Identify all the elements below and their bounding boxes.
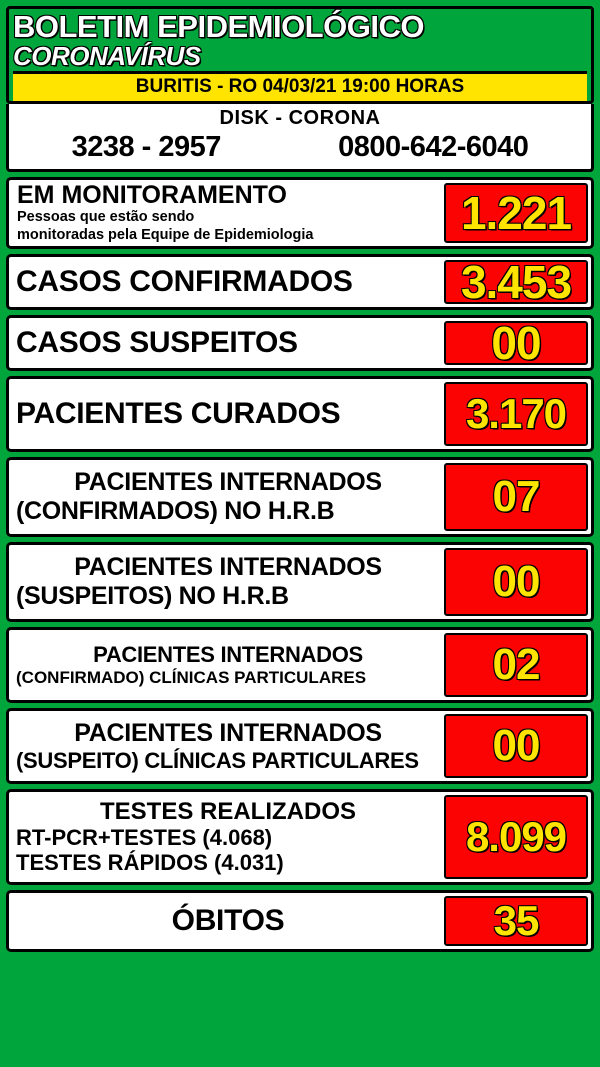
poster-header	[6, 6, 594, 104]
location-date-bar: BURITIS - RO 04/03/21 19:00 HORAS	[13, 71, 587, 101]
row-tests-performed-line1: TESTES REALIZADOS	[99, 797, 357, 825]
row-suspect-cases-text: CASOS SUSPEITOS	[16, 326, 298, 360]
row-hospitalized-confirmed-private-line1: PACIENTES INTERNADOS	[93, 642, 363, 668]
row-hospitalized-suspects-hrb-label	[12, 548, 440, 616]
row-monitoring-sub-line1: Pessoas que estão sendo	[17, 209, 195, 226]
row-monitoring-title: EM MONITORAMENTO	[17, 180, 287, 209]
row-hospitalized-confirmed-hrb-line1: PACIENTES INTERNADOS	[74, 468, 382, 497]
row-monitoring-value: 1.221	[444, 183, 588, 243]
row-hospitalized-suspects-private-value: 00	[444, 714, 588, 778]
row-hospitalized-confirmed-private-label	[12, 633, 440, 697]
row-cured-patients-value: 3.170	[444, 382, 588, 446]
row-suspect-cases-value: 00	[444, 321, 588, 365]
row-hospitalized-suspects-hrb	[6, 542, 594, 622]
row-hospitalized-suspects-private	[6, 708, 594, 784]
row-hospitalized-suspects-private-line2: (SUSPEITO) CLÍNICAS PARTICULARES	[16, 747, 419, 773]
row-tests-performed-line2: RT-PCR+TESTES (4.068)	[16, 825, 273, 851]
row-hospitalized-suspects-private-line1: PACIENTES INTERNADOS	[74, 718, 382, 747]
row-monitoring-label	[12, 180, 440, 244]
row-hospitalized-suspects-hrb-line2: (SUSPEITOS) NO H.R.B	[16, 582, 289, 611]
row-cured-patients	[6, 376, 594, 452]
row-suspect-cases-label	[12, 321, 440, 365]
disk-corona-section	[6, 104, 594, 172]
row-hospitalized-confirmed-hrb-value: 07	[444, 463, 588, 531]
row-confirmed-cases	[6, 254, 594, 310]
phone-local: 3238 - 2957	[71, 131, 221, 164]
row-hospitalized-suspects-hrb-line1: PACIENTES INTERNADOS	[74, 553, 382, 582]
row-hospitalized-confirmed-private-line2: (CONFIRMADO) CLÍNICAS PARTICULARES	[16, 668, 367, 688]
row-confirmed-cases-text: CASOS CONFIRMADOS	[16, 265, 353, 299]
phone-toll-free: 0800-642-6040	[338, 131, 529, 164]
row-deaths-value: 35	[444, 896, 588, 946]
row-confirmed-cases-label	[12, 260, 440, 304]
row-deaths	[6, 890, 594, 952]
row-deaths-text: ÓBITOS	[171, 904, 285, 938]
disk-corona-title: DISK - CORONA	[219, 107, 381, 130]
row-tests-performed-line3: TESTES RÁPIDOS (4.031)	[16, 850, 284, 876]
row-hospitalized-confirmed-hrb-line2: (CONFIRMADOS) NO H.R.B	[16, 497, 335, 526]
row-cured-patients-label	[12, 382, 440, 446]
poster-subtitle: CORONAVÍRUS	[13, 41, 201, 72]
row-hospitalized-confirmed-hrb	[6, 457, 594, 537]
row-suspect-cases	[6, 315, 594, 371]
row-hospitalized-suspects-private-label	[12, 714, 440, 778]
row-hospitalized-confirmed-private-value: 02	[444, 633, 588, 697]
row-tests-performed	[6, 789, 594, 885]
row-hospitalized-suspects-hrb-value: 00	[444, 548, 588, 616]
row-deaths-label	[12, 896, 440, 946]
row-tests-performed-value: 8.099	[444, 795, 588, 879]
row-tests-performed-label	[12, 795, 440, 879]
row-monitoring	[6, 177, 594, 249]
statistics-rows	[6, 177, 594, 1059]
row-monitoring-sub-line2: monitoradas pela Equipe de Epidemiologia	[17, 227, 314, 244]
poster-title: BOLETIM EPIDEMIOLÓGICO	[13, 9, 424, 44]
row-confirmed-cases-value: 3.453	[444, 260, 588, 304]
row-cured-patients-text: PACIENTES CURADOS	[16, 397, 341, 431]
row-hospitalized-confirmed-hrb-label	[12, 463, 440, 531]
disk-corona-phones	[13, 131, 587, 164]
row-hospitalized-confirmed-private	[6, 627, 594, 703]
